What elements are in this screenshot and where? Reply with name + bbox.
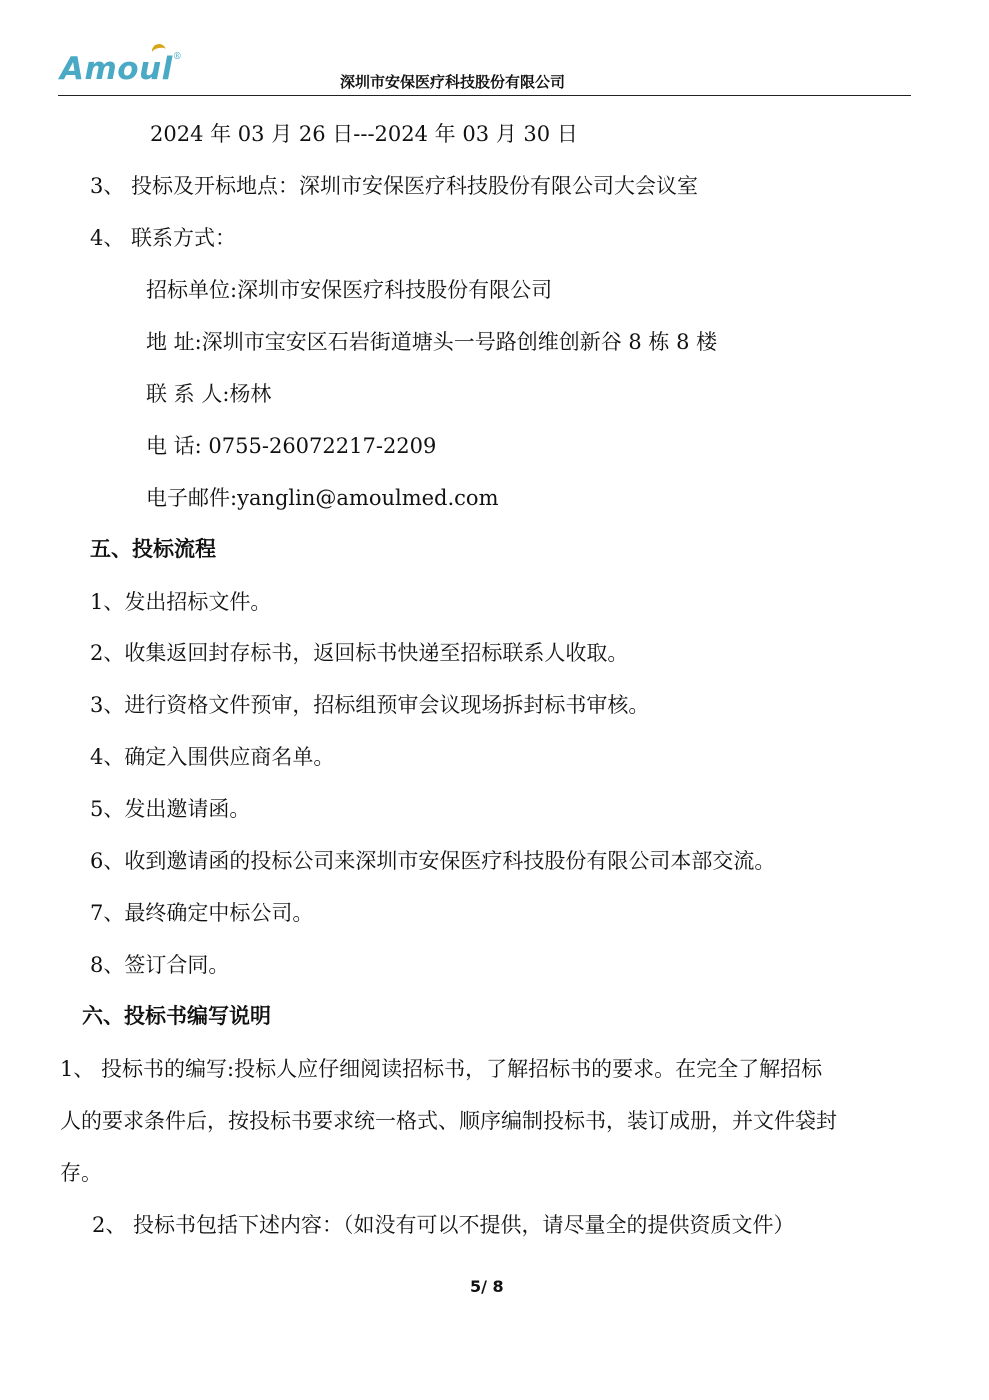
logo-text: Amoul [60,51,173,87]
process-item: 3、进行资格文件预审，招标组预审会议现场拆封标书审核。 [90,693,650,717]
process-item: 7、最终确定中标公司。 [90,901,314,925]
logo-accent-mark [151,43,168,60]
s6-paragraph-2: 2、 投标书包括下述内容：（如没有可以不提供，请尽量全的提供资质文件） [92,1213,795,1237]
section-6-title: 六、投标书编写说明 [82,1003,271,1028]
contact-email: 电子邮件:yanglin@amoulmed.com [146,486,499,510]
company-logo [60,52,182,86]
section-5-title: 五、投标流程 [90,536,216,561]
process-item: 1、发出招标文件。 [90,590,272,614]
contact-phone: 电 话: 0755-26072217-2209 [146,434,437,458]
header-divider [58,95,911,96]
bid-period: 2024 年 03 月 26 日---2024 年 03 月 30 日 [150,122,578,146]
process-item: 2、收集返回封存标书，返回标书快递至招标联系人收取。 [90,641,629,665]
contact-unit: 招标单位:深圳市安保医疗科技股份有限公司 [146,278,553,302]
page-number: 5/ 8 [470,1277,504,1296]
process-item: 6、收到邀请函的投标公司来深圳市安保医疗科技股份有限公司本部交流。 [90,849,776,873]
contact-person: 联 系 人:杨林 [146,382,272,406]
process-item: 4、确定入围供应商名单。 [90,745,335,769]
header-company-name: 深圳市安保医疗科技股份有限公司 [340,73,566,91]
item-3-location: 3、 投标及开标地点：深圳市安保医疗科技股份有限公司大会议室 [90,174,699,198]
contact-address: 地 址:深圳市宝安区石岩街道塘头一号路创维创新谷 8 栋 8 楼 [146,330,718,354]
s6-paragraph-1-line-1: 1、 投标书的编写:投标人应仔细阅读招标书，了解招标书的要求。在完全了解招标 [60,1057,823,1081]
process-item: 8、签订合同。 [90,953,230,977]
s6-paragraph-1-line-3: 存。 [60,1161,102,1185]
logo-registered-mark: ® [172,52,182,62]
process-item: 5、发出邀请函。 [90,797,251,821]
s6-paragraph-1-line-2: 人的要求条件后，按投标书要求统一格式、顺序编制投标书，装订成册，并文件袋封 [60,1109,837,1133]
item-4-contact: 4、 联系方式： [90,226,237,250]
